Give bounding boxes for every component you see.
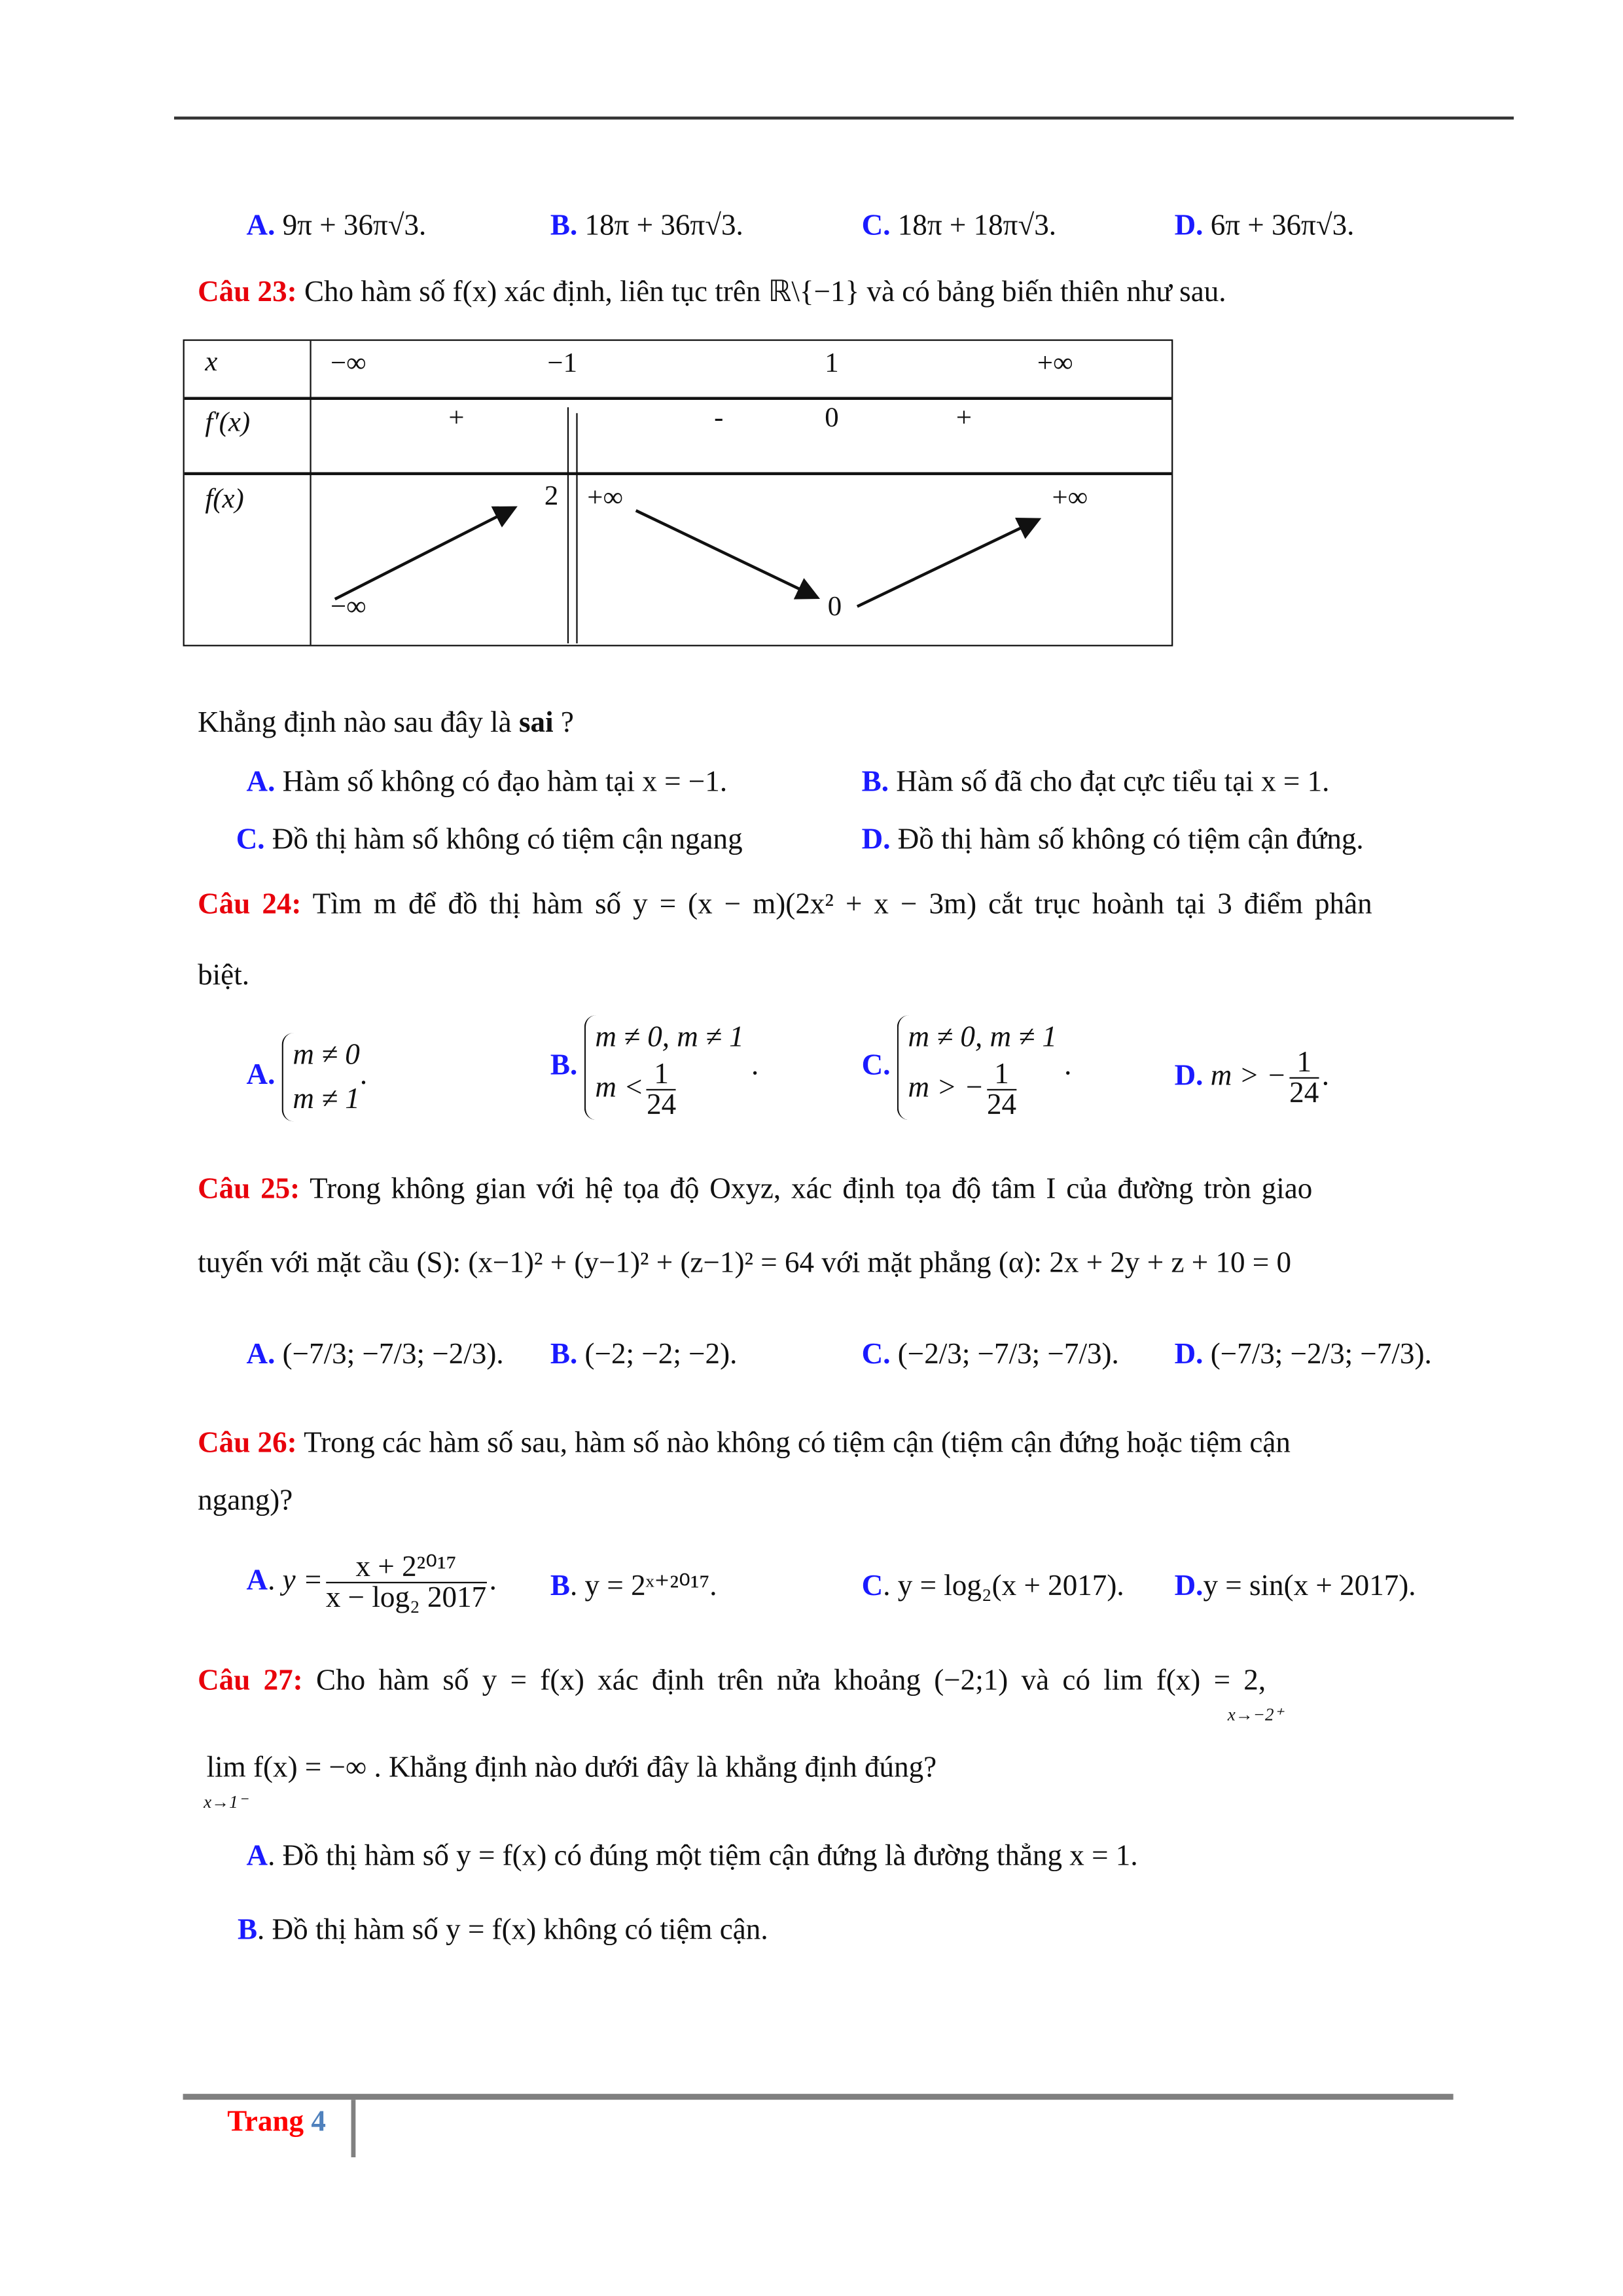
- option-letter: B.: [861, 766, 889, 798]
- fraction-numerator: 1: [647, 1060, 676, 1090]
- fraction-numerator: 1: [1289, 1048, 1319, 1079]
- x-value: −1: [547, 348, 578, 380]
- option-text: Hàm số không có đạo hàm tại x = −1.: [282, 766, 728, 798]
- q24-stem: [198, 887, 1372, 922]
- option-text: Đồ thị hàm số không có tiệm cận ngang: [272, 823, 743, 856]
- option-letter: D.: [1174, 1059, 1204, 1092]
- condition: m > −: [908, 1071, 984, 1104]
- question-text: Trong các hàm số sau, hàm số nào không có tiệm cận (tiệm cận đứng hoặc tiệm cận: [304, 1427, 1291, 1460]
- q24-option-a: A. m ≠ 0 m ≠ 1 .: [247, 1033, 368, 1121]
- condition: m ≠ 0: [293, 1039, 360, 1071]
- prompt-text: Khẳng định nào sau đây là: [198, 706, 519, 740]
- row-label-function: f(x): [205, 484, 244, 515]
- variation-arrows: [185, 341, 1175, 648]
- equation: y =: [282, 1564, 323, 1597]
- q26-option-a: A. y = $\frac{\text{x + 2²⁰¹⁷}}{\text{x − log₂ 2017}}$ .: [246, 1551, 497, 1615]
- q23-option-c: [236, 822, 743, 857]
- condition: m ≠ 0, m ≠ 1: [595, 1021, 744, 1054]
- option-letter: C.: [861, 1049, 891, 1082]
- option-text: y = 2ˣ⁺²⁰¹⁷.: [584, 1570, 717, 1603]
- q23-stem: [198, 274, 1226, 310]
- option-letter: A: [246, 1564, 268, 1597]
- option-letter: D.: [861, 823, 891, 856]
- increasing-arrow: [857, 520, 1039, 607]
- option-text: 18π + 18π√3.: [897, 209, 1057, 242]
- page-number-value: 4: [311, 2106, 326, 2138]
- option-letter: D.: [1174, 1338, 1204, 1371]
- option-text: (−7/3; −7/3; −2/3).: [282, 1338, 504, 1371]
- q22-option-a: [247, 208, 427, 243]
- question-text: Cho hàm số y = f(x) xác định trên nửa khoảng (−2;1) và có lim f(x) = 2,: [315, 1664, 1266, 1697]
- question-text-continued: ngang)?: [198, 1484, 293, 1517]
- q26-option-c: C. y = log₂(x + 2017).: [861, 1570, 1124, 1603]
- derivative-sign: +: [448, 403, 465, 434]
- q23-option-b: [862, 764, 1330, 800]
- option-text: 18π + 36π√3.: [584, 209, 743, 242]
- row-label-derivative: f′(x): [205, 407, 251, 439]
- option-letter: A.: [246, 209, 276, 242]
- option-letter: B: [237, 1914, 258, 1946]
- option-letter: C.: [236, 823, 265, 856]
- limit-subscript: x→1⁻: [204, 1791, 248, 1812]
- option-text: (−7/3; −2/3; −7/3).: [1210, 1338, 1432, 1371]
- option-text: Hàm số đã cho đạt cực tiểu tại x = 1.: [896, 766, 1330, 798]
- option-letter: B.: [550, 1049, 578, 1082]
- prompt-emphasis: sai: [518, 706, 554, 740]
- q25-option-b: [550, 1337, 737, 1372]
- option-letter: B.: [550, 209, 578, 242]
- equation-system: [585, 1015, 744, 1120]
- derivative-sign: +: [955, 403, 972, 434]
- question-label: Câu 26:: [198, 1427, 297, 1460]
- q22-option-d: [1175, 208, 1355, 243]
- increasing-arrow: [335, 508, 515, 600]
- q23-option-d: [862, 822, 1364, 857]
- question-label: Câu 24:: [198, 888, 302, 921]
- option-letter: C.: [861, 209, 891, 242]
- condition: m > −: [1210, 1059, 1287, 1092]
- option-letter: A.: [246, 1058, 276, 1092]
- q24-option-d: D. m > − $\frac{1}{24}$ .: [1174, 1046, 1330, 1110]
- question-text: Cho hàm số f(x) xác định, liên tục trên ℝ\{−1} và có bảng biến thiên như sau.: [304, 276, 1226, 309]
- question-text-continued: tuyến với mặt cầu (S): (x−1)² + (y−1)² + (z−1)² = 64 với mặt phẳng (α): 2x + 2y + z + 10 = 0: [198, 1247, 1292, 1280]
- option-text: y = log₂(x + 2017).: [897, 1570, 1124, 1603]
- option-text: (−2; −2; −2).: [584, 1338, 738, 1371]
- q25-option-a: [247, 1337, 504, 1372]
- fraction-denominator: x − log₂ 2017: [325, 1581, 487, 1615]
- question-text: Trong không gian với hệ tọa độ Oxyz, xác định tọa độ tâm I của đường tròn giao: [310, 1173, 1313, 1206]
- q25-option-d: [1175, 1337, 1432, 1372]
- option-letter: C: [861, 1570, 883, 1603]
- option-text: y = sin(x + 2017).: [1203, 1570, 1416, 1603]
- question-text-continued: biệt.: [198, 959, 250, 992]
- equation-system: [898, 1015, 1057, 1120]
- q23-prompt: [198, 706, 574, 741]
- q27-option-a: [247, 1839, 1138, 1874]
- derivative-sign: 0: [825, 403, 839, 434]
- option-text: Đồ thị hàm số không có tiệm cận đứng.: [897, 823, 1364, 856]
- page-number: [227, 2104, 326, 2140]
- footer-rule: [183, 2094, 1454, 2100]
- question-text: Tìm m để đồ thị hàm số y = (x − m)(2x² + x − 3m) cắt trục hoành tại 3 điểm phân: [312, 888, 1372, 921]
- header-rule: [174, 117, 1514, 120]
- question-label: Câu 25:: [198, 1173, 300, 1206]
- footer-divider: [351, 2100, 356, 2157]
- function-value: 0: [827, 592, 842, 623]
- option-letter: A: [246, 1840, 268, 1873]
- decreasing-arrow: [636, 511, 817, 598]
- q27-stem: [198, 1663, 1266, 1698]
- option-letter: C.: [861, 1338, 891, 1371]
- q22-option-c: [862, 208, 1056, 243]
- q26-option-b: B. y = 2ˣ⁺²⁰¹⁷.: [550, 1570, 717, 1603]
- function-value: +∞: [587, 482, 623, 514]
- q26-option-d: [1175, 1569, 1416, 1604]
- option-letter: D.: [1174, 1570, 1204, 1603]
- derivative-sign: -: [714, 403, 724, 434]
- option-text: . Đồ thị hàm số y = f(x) có đúng một tiệm cận đứng là đường thẳng x = 1.: [268, 1840, 1138, 1873]
- question-text-continued: lim f(x) = −∞ . Khẳng định nào dưới đây là khẳng định đúng?: [206, 1751, 937, 1784]
- condition: m ≠ 0, m ≠ 1: [908, 1021, 1057, 1054]
- option-text: 9π + 36π√3.: [282, 209, 427, 242]
- limit-subscript: x→−2⁺: [1227, 1704, 1283, 1725]
- fraction-numerator: x + 2²⁰¹⁷: [326, 1552, 486, 1583]
- q22-option-b: [550, 208, 743, 243]
- prompt-text: ?: [553, 706, 574, 740]
- x-value: −∞: [330, 348, 366, 380]
- page-label: Trang: [227, 2106, 304, 2138]
- option-text: 6π + 36π√3.: [1210, 209, 1355, 242]
- q25-stem: [198, 1172, 1312, 1207]
- option-letter: B.: [550, 1338, 578, 1371]
- fraction-denominator: 24: [1289, 1077, 1319, 1110]
- x-value: 1: [825, 348, 839, 380]
- fraction-denominator: 24: [987, 1088, 1017, 1122]
- variation-table: [183, 340, 1173, 647]
- function-value: +∞: [1052, 482, 1088, 514]
- function-value: 2: [544, 480, 559, 512]
- option-text: (−2/3; −7/3; −7/3).: [897, 1338, 1119, 1371]
- option-text: . Đồ thị hàm số y = f(x) không có tiệm cận.: [257, 1914, 768, 1946]
- question-label: Câu 27:: [198, 1664, 303, 1697]
- function-value: −∞: [330, 592, 366, 623]
- equation-system: [283, 1033, 360, 1121]
- q23-option-a: [247, 764, 728, 800]
- q26-stem: [198, 1426, 1291, 1461]
- fraction-denominator: 24: [647, 1088, 677, 1122]
- fraction-numerator: 1: [987, 1060, 1016, 1090]
- q27-option-b: [238, 1912, 768, 1948]
- x-value: +∞: [1037, 348, 1073, 380]
- q24-option-c: C. m ≠ 0, m ≠ 1 m > − $\frac{1}{24}$ .: [862, 1015, 1072, 1120]
- q25-option-c: [862, 1337, 1119, 1372]
- question-label: Câu 23:: [198, 276, 297, 309]
- option-letter: B: [550, 1570, 571, 1603]
- condition: m <: [595, 1071, 644, 1104]
- option-letter: D.: [1174, 209, 1204, 242]
- q24-option-b: B. m ≠ 0, m ≠ 1 m < $\frac{1}{24}$ .: [550, 1015, 758, 1120]
- option-letter: A.: [246, 1338, 276, 1371]
- condition: m ≠ 1: [293, 1083, 360, 1116]
- option-letter: A.: [246, 766, 276, 798]
- row-label-x: x: [205, 346, 218, 378]
